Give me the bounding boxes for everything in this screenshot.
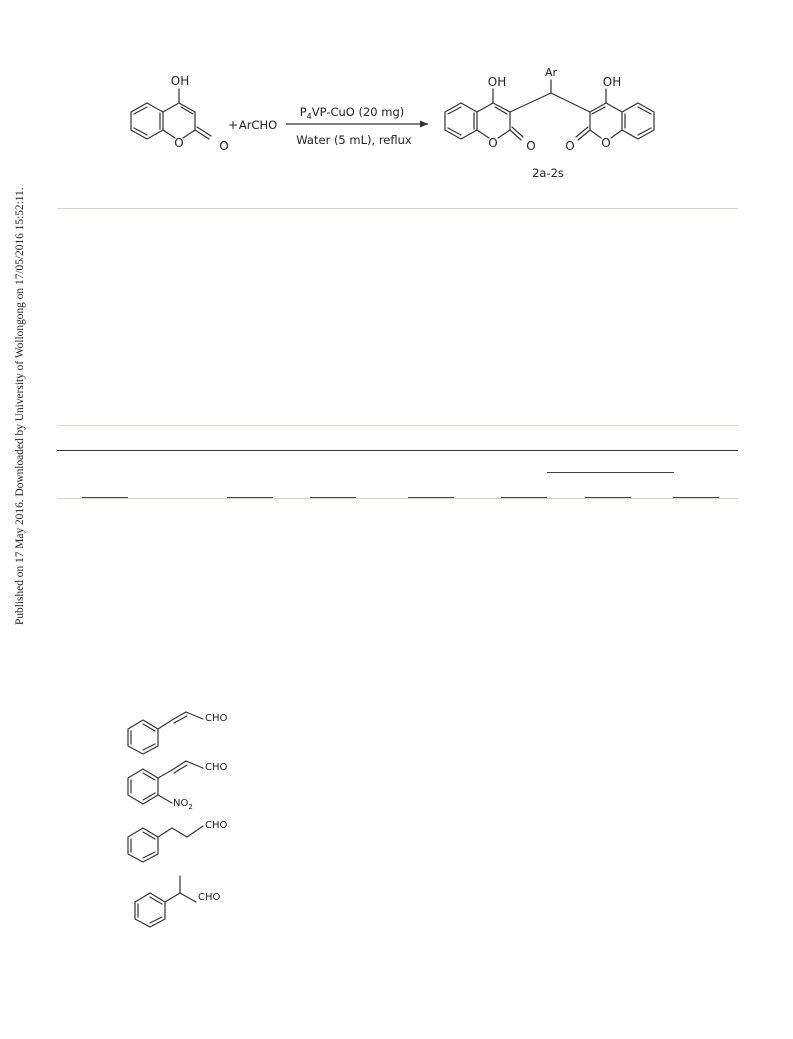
product-label: 2a-2s — [532, 166, 564, 180]
reagent-archo: ArCHO — [238, 118, 278, 132]
cinnamaldehyde-cho: CHO — [205, 713, 228, 724]
nitrocinnamaldehyde-structure — [128, 761, 228, 811]
table-header-rule — [57, 450, 738, 451]
column-rule-6 — [585, 497, 631, 498]
reaction-arrow — [286, 121, 428, 128]
column-group-rule — [547, 472, 674, 473]
column-rule-2 — [227, 497, 273, 498]
table-section-rule — [57, 425, 738, 426]
nitrocinnamaldehyde-cho: CHO — [205, 762, 228, 773]
column-rule-7 — [673, 497, 719, 498]
reactant-carbonyl-oxygen: O — [219, 139, 229, 153]
conditions-label: Water (5 mL), reflux — [296, 133, 412, 147]
reaction-scheme — [0, 0, 793, 200]
hydrocinnamaldehyde-structure — [128, 820, 228, 862]
table-subheader-rule — [57, 498, 738, 499]
column-rule-3 — [310, 497, 356, 498]
product-biscoumarin — [445, 66, 654, 153]
product-oh-right: OH — [602, 75, 622, 89]
aldehyde-structures — [0, 690, 300, 930]
product-carbonyl-oxygen-left: O — [526, 139, 536, 153]
table-top-rule — [57, 208, 738, 209]
column-rule-4 — [408, 497, 454, 498]
product-ring-oxygen-right: O — [601, 136, 611, 150]
download-notice: Published on 17 May 2016. Downloaded by University of Wollongong on 17/05/2016 15:52:11. — [14, 187, 26, 625]
plus-sign: + — [227, 118, 239, 132]
catalyst-label: $P_4VP$-CuO (20 mg) — [299, 105, 405, 121]
column-rule-1 — [82, 497, 128, 498]
product-carbonyl-oxygen-right: O — [565, 139, 575, 153]
product-ar-label: Ar — [544, 66, 558, 79]
nitro-group-label: $NO_2$ — [173, 798, 193, 811]
column-rule-5 — [501, 497, 547, 498]
cinnamaldehyde-structure — [128, 712, 228, 754]
reactant-coumarin — [131, 74, 229, 153]
reactant-oh-label: OH — [170, 74, 190, 88]
reactant-ring-oxygen: O — [174, 136, 184, 150]
phenylpropanal-structure — [135, 876, 221, 927]
product-ring-oxygen-left: O — [488, 136, 498, 150]
phenylpropanal-cho: CHO — [198, 892, 221, 903]
hydrocinnamaldehyde-cho: CHO — [205, 820, 228, 831]
product-oh-left: OH — [487, 75, 507, 89]
